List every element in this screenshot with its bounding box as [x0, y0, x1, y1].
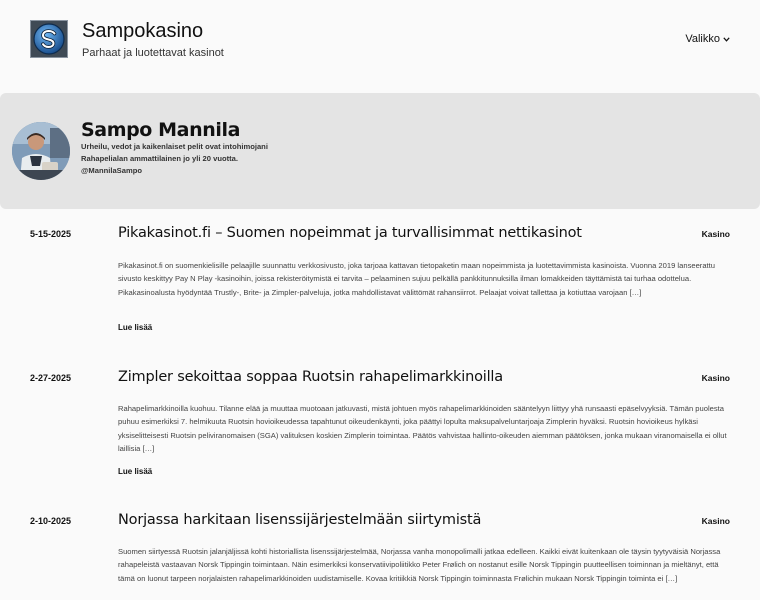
author-bio-line: Urheilu, vedot ja kaikenlaiset pelit ovat intohimojani: [81, 142, 268, 151]
site-logo[interactable]: [30, 20, 68, 58]
post-excerpt: Suomen siirtyessä Ruotsin jalanjäljissä kohti historiallista lisenssijärjestelmää, Norjassa vanha monopolimalli jatkaa edelleen. Kaikki eivät kuitenkaan ole täysin tyytyväisiä Norjassa rahapeleistä vastaavan Norsk Tippingin toimintaan. Näin esimerkiksi konservatiivipoliitikko Peter Frølich on nostanut esille Norsk Tippingin puutteellisen toiminnan ja mieltänyt, että tämä on luonut tarpeen norjalaisten rahapelimarkkinoiden uudistamiselle. Kovaa kritiikkiä Norsk Tippingin toiminnasta Frølichin mukaan Norsk Tippingin toiminta ei […]: [118, 547, 721, 583]
author-banner: [0, 93, 760, 209]
post-date: 2-27-2025: [30, 373, 72, 383]
site-header: [0, 0, 760, 92]
post-category[interactable]: Kasino: [701, 516, 730, 526]
post-excerpt: Pikakasinot.fi on suomenkielisille pelaajille suunnattu verkkosivusto, joka tarjoaa kattavan tietopaketin maan nopeimmista ja luotettavimmista kasinoista. Vuonna 2019 lanseerattu sivusto keskittyy Pay N Play -kasinoihin, joissa rekisteröitymistä ei tarvita – pelaaminen sujuu pelkällä pankkitunnuksilla ilman lomakkeiden täyttämistä tai turhaa odottelua. Pikakasinoalusta hyödyntää Trustly-, Brite- ja Zimpler-palveluja, jotka mahdollistavat välittömät rahansiirrot. Pelaajat voivat tallettaa ja kotiuttaa varojaan […]: [118, 261, 716, 297]
site-tagline: Parhaat ja luotettavat kasinot: [82, 47, 224, 59]
author-name: Sampo Mannila: [81, 119, 240, 141]
chevron-down-icon: [723, 37, 730, 42]
post-title[interactable]: Norjassa harkitaan lisenssijärjestelmään siirtymistä: [118, 512, 482, 528]
author-bio: [81, 141, 341, 177]
post-category[interactable]: Kasino: [701, 229, 730, 239]
post-excerpt: Rahapelimarkkinoilla kuohuu. Tilanne elää ja muuttaa muotoaan jatkuvasti, mistä johtuen myös rahapelimarkkinoiden sääntelyyn liittyy yhä runsaasti epäselvyyksiä. Tämän puolesta puhuu esimerkiksi 7. helmikuuta Ruotsin hovioikeudessa tapahtunut oikeudenkäynti, joka päättyi lopulta maksupalveluntarjoaja Zimplerin hyväksi. Ruotsin hovioikeus hylkäsi yksiselitteisesti Ruotsin peliviranomaisen (SGA) valituksen koskien Zimplerin toimintaa. Päätös vahvistaa hallinto-oikeuden aiemman päätöksen, jonka mukaan viranomaisella ei ollut laillisia […]: [118, 404, 727, 454]
read-more-link[interactable]: Lue lisää: [118, 467, 153, 476]
site-title[interactable]: Sampokasino: [82, 20, 204, 42]
post-title[interactable]: Zimpler sekoittaa soppaa Ruotsin rahapelimarkkinoilla: [118, 369, 503, 385]
post-date: 5-15-2025: [30, 229, 72, 239]
author-handle[interactable]: @MannilaSampo: [81, 166, 142, 175]
post-date: 2-10-2025: [30, 516, 72, 526]
author-avatar: [12, 122, 70, 180]
read-more-link[interactable]: Lue lisää: [118, 323, 153, 332]
post-title[interactable]: Pikakasinot.fi – Suomen nopeimmat ja turvallisimmat nettikasinot: [118, 225, 582, 241]
author-bio-line: Rahapelialan ammattilainen jo yli 20 vuotta.: [81, 154, 238, 163]
post-category[interactable]: Kasino: [701, 373, 730, 383]
logo-s-icon: [32, 22, 66, 56]
menu-label: Valikko: [685, 33, 720, 45]
menu-button[interactable]: [685, 33, 730, 45]
